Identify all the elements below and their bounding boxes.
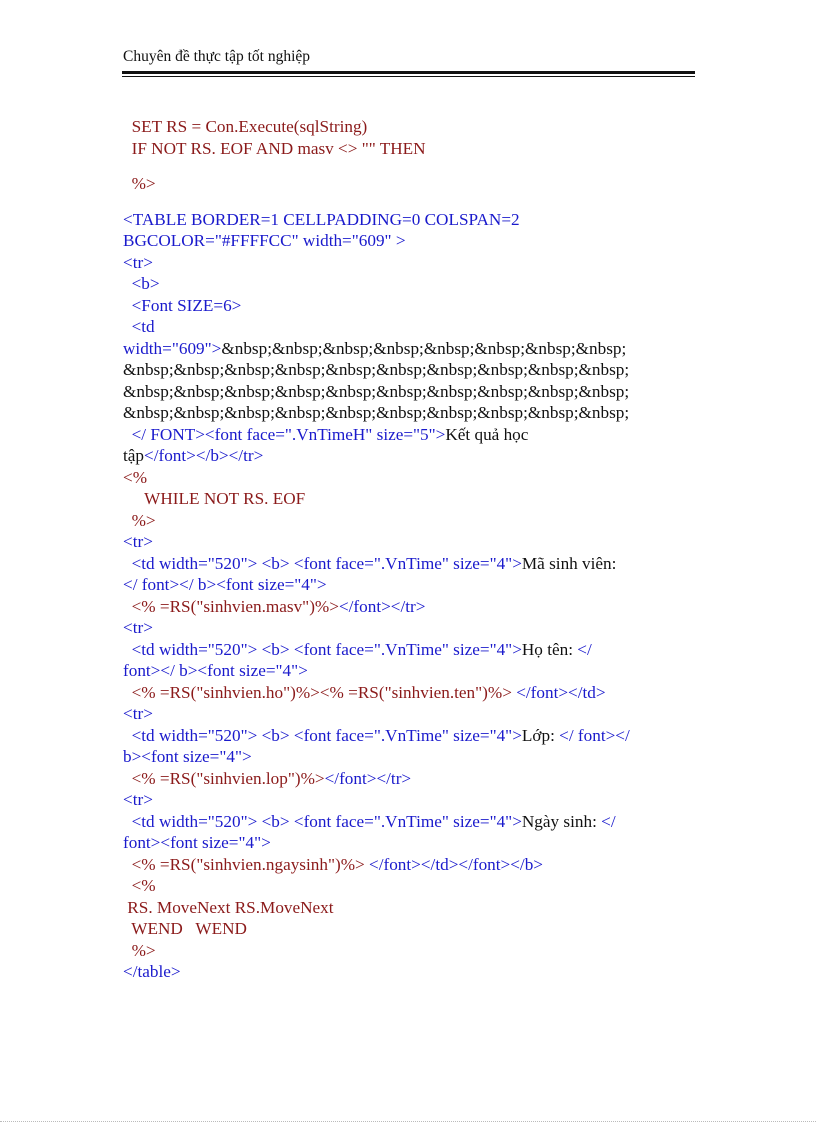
code-line <box>123 138 698 160</box>
code-token: IF NOT RS. EOF AND masv <> "" THEN <box>123 138 426 158</box>
code-token: Ngày sinh: <box>521 811 602 831</box>
code-line <box>123 574 698 596</box>
code-token: </ <box>601 811 616 831</box>
code-token: <TABLE BORDER=1 CELLPADDING=0 COLSPAN=2 <box>123 209 520 229</box>
code-token: %> <box>123 940 156 960</box>
code-token: <% =RS("sinhvien.lop")%> <box>123 768 325 788</box>
code-token: <% =RS("sinhvien.ngaysinh")%> <box>123 854 365 874</box>
header-rule-thick <box>122 71 695 74</box>
code-token: BGCOLOR="#FFFFCC" width="609" > <box>123 231 406 250</box>
code-token: </ font></ <box>559 725 630 745</box>
code-token: b><font size="4"> <box>123 747 252 766</box>
code-line <box>123 230 698 252</box>
code-token: RS. MoveNext RS.MoveNext <box>123 897 334 917</box>
code-line <box>123 897 698 919</box>
code-line <box>123 173 698 195</box>
code-token: </font></tr> <box>338 596 426 616</box>
code-token: </ FONT><font face=".VnTimeH" size="5"> <box>123 424 446 444</box>
code-line <box>123 768 698 790</box>
code-token: %> <box>123 510 156 530</box>
code-line <box>123 316 698 338</box>
code-token: <tr> <box>123 790 153 809</box>
code-line <box>123 854 698 876</box>
code-line <box>123 209 698 231</box>
code-token: &nbsp;&nbsp;&nbsp;&nbsp;&nbsp;&nbsp;&nbsp;&nbsp;&nbsp;&nbsp; <box>123 360 630 379</box>
code-line <box>123 875 698 897</box>
code-line <box>123 402 698 424</box>
code-token: <tr> <box>123 704 153 723</box>
code-line <box>123 682 698 704</box>
code-token: Lớp: <box>521 725 560 745</box>
code-token: <td width="520"> <b> <font face=".VnTime" size="4"> <box>123 639 522 659</box>
code-line <box>123 746 698 768</box>
code-token: Kết quả học <box>445 424 529 444</box>
code-line <box>123 703 698 725</box>
code-line <box>123 252 698 274</box>
code-token: <tr> <box>123 618 153 637</box>
code-line <box>123 359 698 381</box>
code-token: <tr> <box>123 532 153 551</box>
code-token: &nbsp;&nbsp;&nbsp;&nbsp;&nbsp;&nbsp;&nbsp;&nbsp;&nbsp;&nbsp; <box>123 403 630 422</box>
code-token: WHILE NOT RS. EOF <box>123 489 306 508</box>
code-line <box>123 467 698 489</box>
code-token: <Font SIZE=6> <box>123 295 242 315</box>
code-line <box>123 725 698 747</box>
code-line <box>123 961 698 983</box>
code-token: font><font size="4"> <box>123 833 271 852</box>
code-line <box>123 811 698 833</box>
page-header-title: Chuyên đề thực tập tốt nghiệp <box>123 48 311 65</box>
code-line <box>123 832 698 854</box>
code-token: </font></b></tr> <box>144 446 264 465</box>
code-token: <tr> <box>123 252 153 272</box>
code-line <box>123 381 698 403</box>
code-line <box>123 789 698 811</box>
code-token: Mã sinh viên: <box>521 553 617 573</box>
code-line <box>123 531 698 553</box>
code-token: SET RS = Con.Execute(sqlString) <box>123 117 368 136</box>
code-line <box>123 617 698 639</box>
code-token: <td width="520"> <b> <font face=".VnTime" size="4"> <box>123 553 522 573</box>
code-token: tập <box>123 446 144 465</box>
code-line <box>123 510 698 532</box>
code-line <box>123 918 698 940</box>
code-token: <% <box>123 876 156 895</box>
code-token: <b> <box>123 274 160 293</box>
code-line <box>123 424 698 446</box>
code-token: <td width="520"> <b> <font face=".VnTime" size="4"> <box>123 811 522 831</box>
code-line <box>123 295 698 317</box>
code-token: Họ tên: <box>521 639 578 659</box>
header-rule-thin <box>122 76 695 77</box>
code-token: </font></td></font></b> <box>364 854 543 874</box>
code-token: </table> <box>123 962 181 981</box>
code-line <box>123 273 698 295</box>
code-token: font></ b><font size="4"> <box>123 661 308 680</box>
code-token: <% =RS("sinhvien.ho")%><% =RS("sinhvien.ten")%> <box>123 682 512 702</box>
code-token: <td width="520"> <b> <font face=".VnTime" size="4"> <box>123 725 522 745</box>
code-line <box>123 639 698 661</box>
code-token: <% <box>123 467 148 487</box>
code-token: <% =RS("sinhvien.masv")%> <box>123 596 339 616</box>
code-token: </font></tr> <box>324 768 412 788</box>
code-line <box>123 553 698 575</box>
code-line <box>123 660 698 682</box>
code-listing <box>123 116 698 983</box>
code-line <box>123 116 698 138</box>
code-line <box>123 195 698 209</box>
code-line <box>123 488 698 510</box>
code-line <box>123 445 698 467</box>
code-line <box>123 338 698 360</box>
code-line <box>123 596 698 618</box>
code-token: width="609"> <box>123 338 222 358</box>
code-token: &nbsp;&nbsp;&nbsp;&nbsp;&nbsp;&nbsp;&nbsp;&nbsp; <box>221 338 627 358</box>
code-line <box>123 940 698 962</box>
code-token: </ font></ b><font size="4"> <box>123 575 327 594</box>
code-token: &nbsp;&nbsp;&nbsp;&nbsp;&nbsp;&nbsp;&nbsp;&nbsp;&nbsp;&nbsp; <box>123 381 630 401</box>
code-line <box>123 159 698 173</box>
code-token: %> <box>123 174 156 193</box>
code-token: </font></td> <box>511 682 606 702</box>
code-token: </ <box>577 639 592 659</box>
code-token: <td <box>123 317 155 336</box>
code-token: WEND WEND <box>123 919 247 938</box>
